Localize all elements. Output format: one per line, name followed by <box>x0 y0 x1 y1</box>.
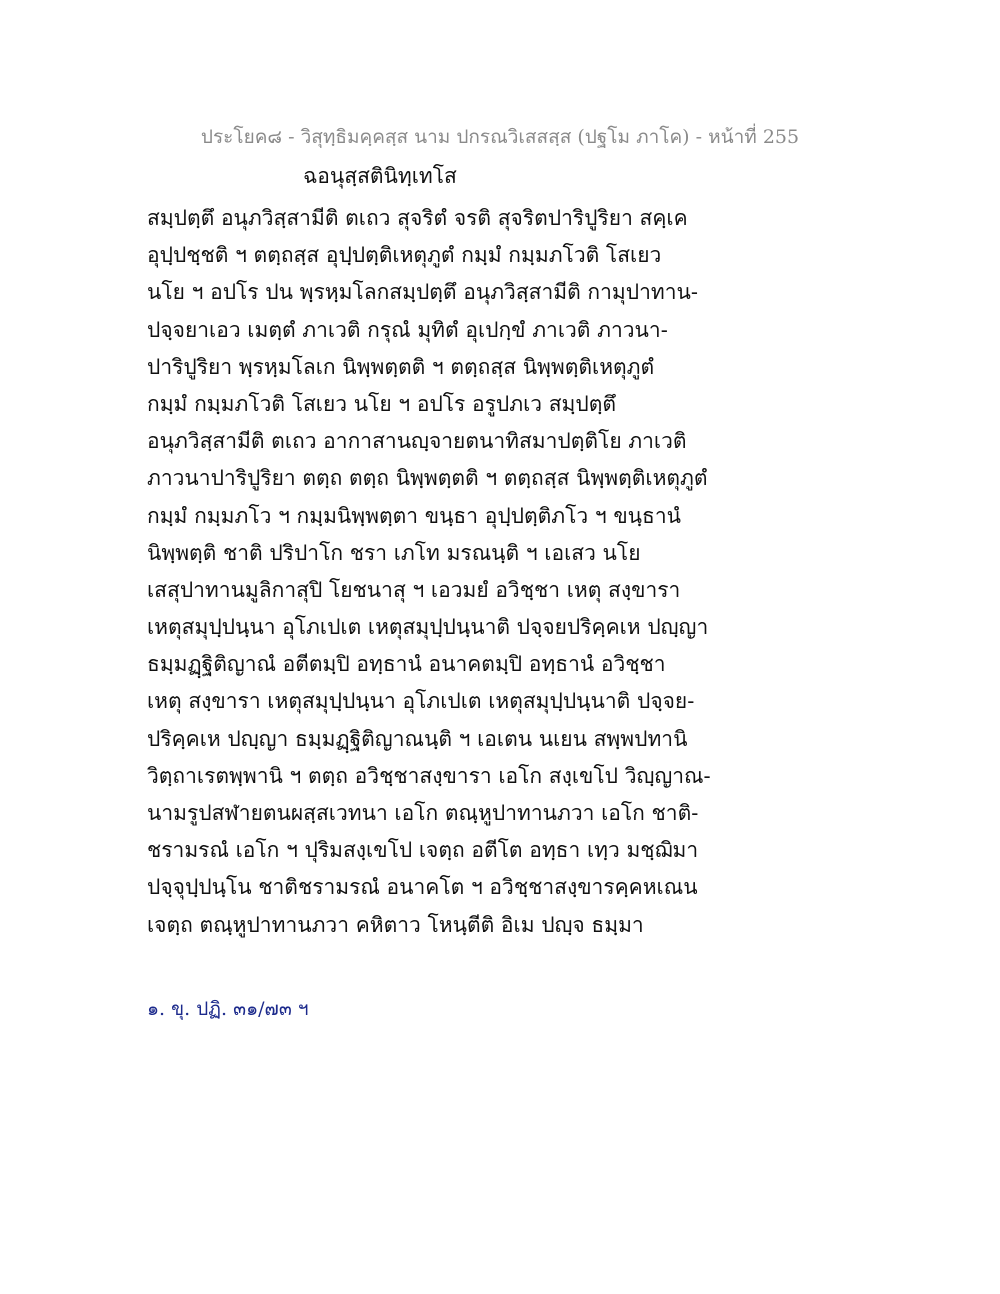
text-line: เหตุ สงฺขารา เหตุสมุปฺปนฺนา อุโภเปเต เหตุสมุปฺปนฺนาติ ปจฺจย- <box>147 689 695 714</box>
text-line: ธมฺมฏฺฐิติญาณํ อตีตมฺปิ อทฺธานํ อนาคตมฺปิ อทฺธานํ อวิชฺชา <box>147 652 666 677</box>
footnote: ๑. ขุ. ปฏิ. ๓๑/๗๓ ฯ <box>147 998 309 1020</box>
text-line: นโย ฯ อปโร ปน พฺรหฺมโลกสมฺปตฺตึ อนุภวิสฺสามีติ กามุปาทาน- <box>147 280 698 305</box>
text-line: วิตฺถาเรตพฺพานิ ฯ ตตฺถ อวิชฺชาสงฺขารา เอโก สงฺเขโป วิญฺญาณ- <box>147 763 711 788</box>
text-line: กมฺมํ กมฺมภโว ฯ กมฺมนิพฺพตฺตา ขนฺธา อุปฺปตฺติภโว ฯ ขนฺธานํ <box>147 503 681 528</box>
text-line: กมฺมํ กมฺมภโวติ โสเยว นโย ฯ อปโร อรูปภเว สมฺปตฺตึ <box>147 391 616 416</box>
text-line: เหตุสมุปฺปนฺนา อุโภเปเต เหตุสมุปฺปนฺนาติ ปจฺจยปริคฺคเห ปญฺญา <box>147 615 709 640</box>
text-line: ปาริปูริยา พฺรหฺมโลเก นิพฺพตฺตติ ฯ ตตฺถสฺส นิพฺพตฺติเหตุภูตํ <box>147 354 655 379</box>
text-line: เจตฺถ ตณฺหูปาทานภวา คหิตาว โหนฺตีติ อิเม ปญฺจ ธมฺมา <box>147 912 644 937</box>
text-line: ปจฺจุปฺปนฺโน ชาติชรามรณํ อนาคโต ฯ อวิชฺชาสงฺขารคฺคหเณน <box>147 875 698 900</box>
text-line: เสสุปาทานมูลิกาสุปิ โยชนาสุ ฯ เอวมยํ อวิชฺชา เหตุ สงฺขารา <box>147 577 681 602</box>
section-title: ฉอนุสฺสตินิทฺเทโส <box>303 164 457 188</box>
text-line: สมฺปตฺตึ อนุภวิสฺสามีติ ตเถว สุจริตํ จรติ สุจริตปาริปูริยา สคฺเค <box>147 206 688 230</box>
page-header: ประโยค๘ - วิสุทฺธิมคฺคสฺส นาม ปกรณวิเสสสฺส (ปฐโม ภาโค) - หน้าที่ 255 <box>200 126 800 148</box>
text-line: นามรูปสฬายตนผสฺสเวทนา เอโก ตณฺหูปาทานภวา เอโก ชาติ- <box>147 801 699 825</box>
text-line: ภาวนาปาริปูริยา ตตฺถ ตตฺถ นิพฺพตฺตติ ฯ ตตฺถสฺส นิพฺพตฺติเหตุภูตํ <box>147 466 708 491</box>
text-line: ชรามรณํ เอโก ฯ ปุริมสงฺเขโป เจตฺถ อตีโต อทฺธา เทฺว มชฺฌิมา <box>147 838 699 863</box>
text-line: อุปฺปชฺชติ ฯ ตตฺถสฺส อุปฺปตฺติเหตุภูตํ กมฺมํ กมฺมภโวติ โสเยว <box>147 243 662 268</box>
text-line: ปจฺจยาเอว เมตฺตํ ภาเวติ กรุณํ มุทิตํ อุเปกฺขํ ภาเวติ ภาวนา- <box>147 317 668 342</box>
text-line: นิพฺพตฺติ ชาติ ปริปาโก ชรา เภโท มรณนฺติ ฯ เอเสว นโย <box>147 540 641 565</box>
text-line: อนุภวิสฺสามีติ ตเถว อากาสานญฺจายตนาทิสมาปตฺติโย ภาเวติ <box>147 429 687 454</box>
text-line: ปริคฺคเห ปญฺญา ธมฺมฏฺฐิติญาณนฺติ ฯ เอเตน นเยน สพฺพปทานิ <box>147 726 688 751</box>
body-text <box>147 200 887 944</box>
